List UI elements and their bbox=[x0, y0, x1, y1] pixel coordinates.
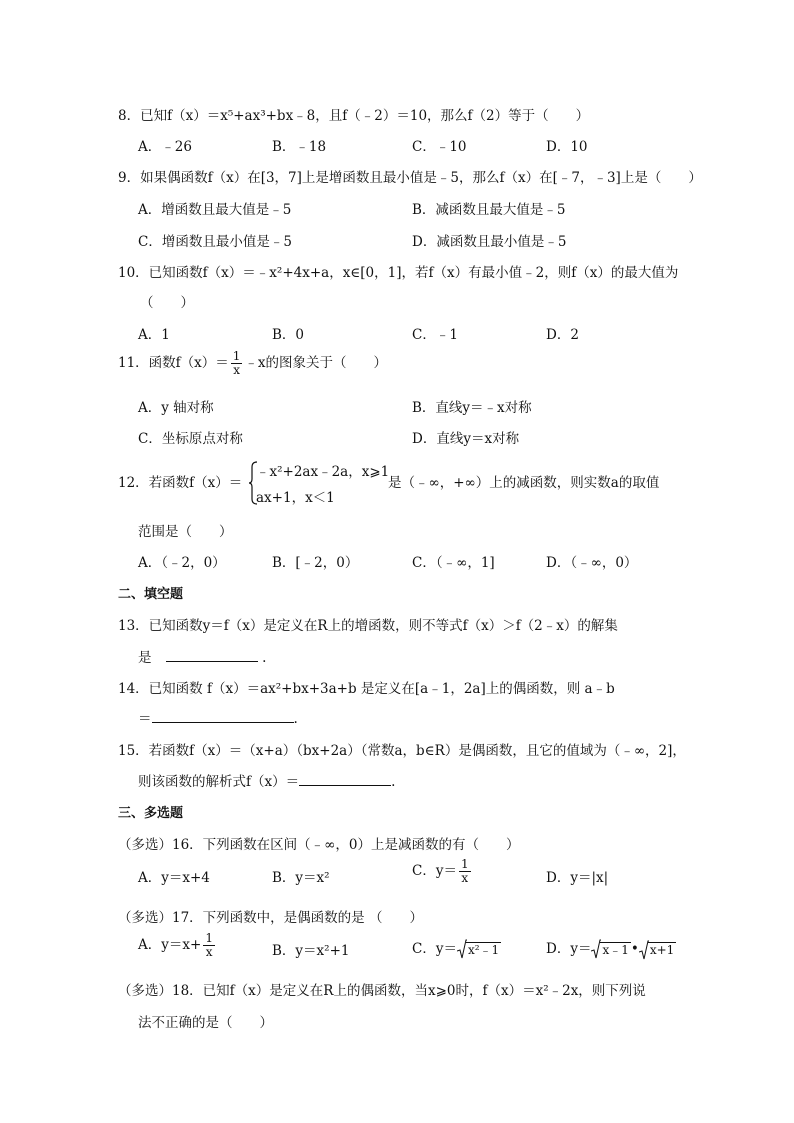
q17-option-c-pre: C．y＝ bbox=[412, 941, 457, 957]
q10-option-c: C．﹣1 bbox=[412, 327, 458, 343]
q15-stem-cont bbox=[138, 770, 395, 790]
q15-stem: 15．若函数f（x）＝（x+a）（bx+2a）（常数a，b∈R）是偶函数，且它的值域为（﹣∞，2]， bbox=[118, 743, 686, 759]
q9-stem: 9．如果偶函数f（x）在[3，7]上是增函数且最小值是﹣5，那么f（x）在[﹣7，﹣3]上是（ ） bbox=[118, 170, 702, 186]
q17-option-c bbox=[412, 937, 501, 958]
q17-option-a bbox=[138, 932, 217, 959]
q10-stem-cont: （ ） bbox=[140, 295, 194, 311]
q10-option-b: B．0 bbox=[272, 327, 305, 343]
q13-period: . bbox=[262, 650, 267, 666]
q16-stem: （多选）16．下列函数在区间（﹣∞，0）上是减函数的有（ ） bbox=[118, 837, 520, 853]
q14-stem-cont bbox=[138, 707, 298, 727]
q8-option-c: C．﹣10 bbox=[412, 139, 467, 155]
q13-answer-blank bbox=[166, 647, 258, 662]
q8-option-d: D．10 bbox=[546, 139, 588, 155]
sqrt-icon bbox=[457, 939, 467, 959]
q17-option-b: B．y＝x²+1 bbox=[272, 943, 350, 959]
q12-option-a: A．（﹣2，0） bbox=[138, 555, 226, 571]
q17-d-sqrt-1 bbox=[591, 941, 630, 958]
q16-c-frac-den: x bbox=[461, 871, 469, 885]
q16-option-c bbox=[412, 858, 473, 885]
q11-stem-pre: 11．函数f（x）＝ bbox=[118, 355, 229, 371]
q15-answer-blank bbox=[299, 771, 391, 786]
q12-piece-1: ﹣x²+2ax﹣2a，x⩾1 bbox=[256, 464, 390, 480]
q13-stem-cont bbox=[138, 646, 266, 666]
section-fill-in-heading: 二、填空题 bbox=[118, 587, 184, 602]
q11-stem-post: ﹣x的图象关于（ ） bbox=[244, 355, 388, 371]
sqrt-icon bbox=[639, 940, 649, 960]
q9-option-a: A．增函数且最大值是﹣5 bbox=[138, 202, 292, 218]
q11-option-b: B．直线y＝﹣x对称 bbox=[412, 400, 532, 416]
q17-d-radicand-2: x+1 bbox=[649, 942, 675, 957]
q11-option-a: A．y 轴对称 bbox=[138, 400, 214, 416]
q16-c-frac-num: 1 bbox=[460, 857, 469, 871]
q9-option-c: C．增函数且最小值是﹣5 bbox=[138, 234, 292, 250]
q17-option-d-pre: D．y＝ bbox=[546, 941, 592, 957]
q17-d-dot: • bbox=[630, 941, 639, 957]
q16-option-c-fraction bbox=[459, 858, 471, 885]
q12-stem-post: 是（﹣∞，+∞）上的减函数，则实数a的取值 bbox=[388, 475, 660, 491]
q14-answer-blank bbox=[152, 708, 294, 723]
q16-option-d: D．y＝|x| bbox=[546, 870, 609, 886]
q17-stem: （多选）17．下列函数中，是偶函数的是 （ ） bbox=[118, 910, 423, 926]
q16-option-a: A．y＝x+4 bbox=[138, 870, 210, 886]
q10-option-d: D．2 bbox=[546, 327, 579, 343]
q16-option-b: B．y＝x² bbox=[272, 870, 330, 886]
q17-option-d bbox=[546, 937, 676, 958]
q10-option-a: A．1 bbox=[138, 327, 170, 343]
q15-period: . bbox=[391, 774, 396, 790]
q18-stem-cont: 法不正确的是（ ） bbox=[138, 1015, 273, 1031]
section-multi-choice-heading: 三、多选题 bbox=[118, 806, 184, 821]
q18-stem: （多选）18．已知f（x）是定义在R上的偶函数，当x⩾0时，f（x）＝x²﹣2x，则下列说 bbox=[118, 983, 646, 999]
q17-d-radicand-1: x﹣1 bbox=[602, 943, 629, 957]
q12-option-c: C．（﹣∞，1] bbox=[412, 555, 495, 571]
q12-option-d: D．（﹣∞，0） bbox=[546, 555, 638, 571]
q14-stem: 14．已知函数 f（x）＝ax²+bx+3a+b 是定义在[a﹣1，2a]上的偶函数，则 a﹣b bbox=[118, 681, 615, 697]
q9-option-b: B．减函数且最大值是﹣5 bbox=[412, 202, 566, 218]
q13-stem-cont-text: 是 bbox=[138, 650, 152, 666]
q17-a-frac-den: x bbox=[205, 945, 213, 959]
q9-option-d: D．减函数且最小值是﹣5 bbox=[412, 234, 567, 250]
q11-option-c: C．坐标原点对称 bbox=[138, 431, 243, 447]
q11-frac-den: x bbox=[233, 363, 240, 377]
q12-stem-cont: 范围是（ ） bbox=[138, 524, 233, 540]
q11-fraction bbox=[231, 350, 243, 377]
q10-stem: 10．已知函数f（x）＝﹣x²+4x+a，x∈[0，1]，若f（x）有最小值﹣2，则f（x）的最大值为 bbox=[118, 265, 679, 281]
sqrt-icon bbox=[591, 939, 601, 959]
q11-stem bbox=[118, 350, 387, 377]
q11-option-d: D．直线y＝x对称 bbox=[412, 431, 520, 447]
q8-option-b: B．﹣18 bbox=[272, 139, 327, 155]
q8-option-a: A．﹣26 bbox=[138, 139, 192, 155]
q17-option-a-pre: A．y＝x+ bbox=[138, 937, 202, 953]
q17-a-frac-num: 1 bbox=[205, 931, 213, 945]
q8-stem: 8．已知f（x）＝x⁵+ax³+bx﹣8，且f（﹣2）＝10，那么f（2）等于（ ） bbox=[118, 108, 590, 124]
q12-stem-pre: 12．若函数f（x）＝ bbox=[118, 475, 243, 491]
q13-stem: 13．已知函数y＝f（x）是定义在R上的增函数，则不等式f（x）＞f（2﹣x）的解集 bbox=[118, 618, 618, 634]
q11-frac-num: 1 bbox=[232, 349, 241, 363]
q14-period: . bbox=[293, 711, 298, 727]
q17-option-a-fraction bbox=[203, 932, 215, 959]
q12-piece-2: ax+1，x＜1 bbox=[256, 490, 335, 506]
q15-stem-cont-text: 则该函数的解析式f（x）＝ bbox=[138, 774, 300, 790]
q17-c-radicand: x²﹣1 bbox=[467, 943, 500, 957]
q17-c-sqrt bbox=[457, 941, 501, 958]
q16-option-c-pre: C．y＝ bbox=[412, 863, 457, 879]
q12-option-b: B．[﹣2，0） bbox=[272, 555, 359, 571]
q17-d-sqrt-2 bbox=[639, 942, 676, 958]
q14-stem-cont-text: ＝ bbox=[138, 711, 152, 727]
